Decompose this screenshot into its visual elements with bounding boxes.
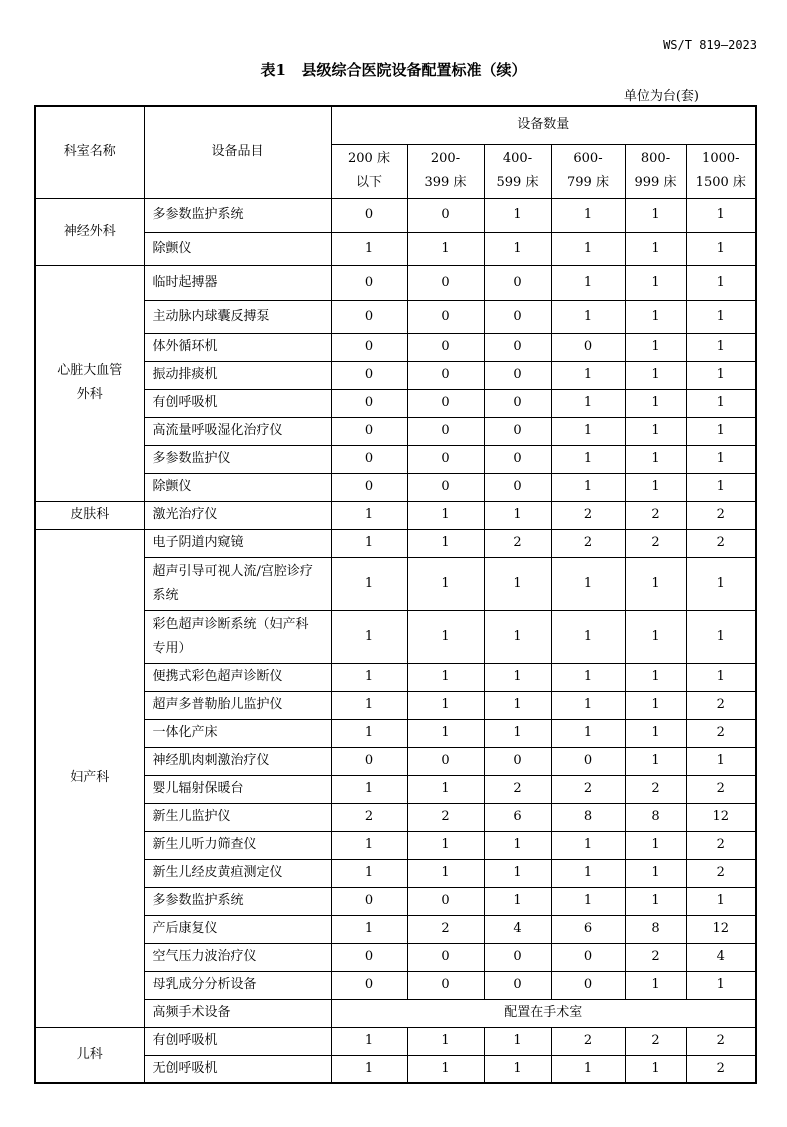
quantity-cell: 1 (331, 691, 407, 719)
quantity-cell: 1 (407, 232, 484, 265)
quantity-cell: 0 (484, 473, 551, 501)
header-dept: 科室名称 (35, 106, 144, 198)
quantity-cell: 1 (331, 831, 407, 859)
quantity-cell: 0 (331, 473, 407, 501)
quantity-cell: 1 (551, 389, 625, 417)
quantity-cell: 1 (551, 473, 625, 501)
equipment-item: 激光治疗仪 (144, 501, 331, 529)
quantity-cell: 1 (686, 610, 756, 663)
quantity-cell: 1 (625, 300, 686, 333)
table-row (35, 417, 756, 445)
bed-group-line2: 1500 床 (695, 175, 746, 190)
quantity-cell: 1 (625, 610, 686, 663)
quantity-cell: 0 (484, 943, 551, 971)
bed-group-line1: 200 床 (348, 151, 390, 166)
quantity-cell: 0 (331, 389, 407, 417)
bed-group-line1: 400- (502, 151, 533, 166)
quantity-cell: 1 (686, 747, 756, 775)
equipment-item: 振动排痰机 (144, 361, 331, 389)
quantity-cell: 2 (551, 775, 625, 803)
quantity-cell: 6 (551, 915, 625, 943)
equipment-item: 有创呼吸机 (144, 1027, 331, 1055)
table-row (35, 831, 756, 859)
equipment-item: 一体化产床 (144, 719, 331, 747)
quantity-cell: 1 (551, 198, 625, 232)
quantity-cell: 1 (407, 529, 484, 557)
quantity-cell: 0 (331, 971, 407, 999)
quantity-cell: 1 (551, 859, 625, 887)
quantity-cell: 0 (331, 943, 407, 971)
quantity-cell: 0 (331, 333, 407, 361)
equipment-item: 有创呼吸机 (144, 389, 331, 417)
quantity-cell: 1 (686, 361, 756, 389)
quantity-cell: 1 (625, 389, 686, 417)
quantity-cell: 0 (407, 417, 484, 445)
table-number: 表1 (260, 61, 286, 79)
table-row (35, 747, 756, 775)
table-title-text: 县级综合医院设备配置标准（续） (301, 61, 527, 79)
equipment-table (34, 105, 757, 1084)
quantity-cell: 1 (407, 501, 484, 529)
table-title (0, 59, 787, 80)
quantity-cell: 1 (551, 232, 625, 265)
quantity-cell: 2 (686, 501, 756, 529)
quantity-cell: 1 (484, 663, 551, 691)
quantity-cell: 1 (407, 1055, 484, 1083)
equipment-item: 高频手术设备 (144, 999, 331, 1027)
quantity-cell: 1 (625, 361, 686, 389)
quantity-cell: 1 (551, 610, 625, 663)
quantity-cell: 1 (484, 1055, 551, 1083)
quantity-cell: 1 (686, 971, 756, 999)
header-bed-group (551, 144, 625, 198)
quantity-cell: 0 (407, 887, 484, 915)
quantity-cell: 2 (625, 1027, 686, 1055)
quantity-cell: 1 (331, 232, 407, 265)
quantity-cell: 6 (484, 803, 551, 831)
quantity-cell: 1 (331, 557, 407, 610)
table-row (35, 445, 756, 473)
quantity-cell: 2 (625, 775, 686, 803)
quantity-cell: 1 (686, 389, 756, 417)
quantity-cell: 0 (551, 971, 625, 999)
quantity-cell: 0 (407, 971, 484, 999)
quantity-cell: 0 (484, 417, 551, 445)
quantity-cell: 0 (484, 361, 551, 389)
quantity-cell: 1 (407, 831, 484, 859)
quantity-cell: 1 (686, 232, 756, 265)
bed-group-line1: 600- (573, 151, 603, 166)
dept-name: 神经外科 (35, 198, 144, 265)
equipment-item: 体外循环机 (144, 333, 331, 361)
quantity-cell: 1 (407, 719, 484, 747)
quantity-cell: 1 (551, 831, 625, 859)
bed-group-line2: 599 床 (496, 175, 539, 190)
quantity-cell: 1 (484, 831, 551, 859)
quantity-cell: 1 (551, 417, 625, 445)
table-row (35, 501, 756, 529)
quantity-cell: 1 (551, 691, 625, 719)
quantity-cell: 1 (625, 971, 686, 999)
quantity-cell: 1 (484, 232, 551, 265)
quantity-cell: 1 (551, 719, 625, 747)
quantity-cell: 1 (484, 501, 551, 529)
quantity-cell: 1 (551, 361, 625, 389)
quantity-cell: 2 (686, 775, 756, 803)
quantity-cell: 0 (484, 300, 551, 333)
quantity-cell: 1 (625, 265, 686, 300)
dept-name: 儿科 (35, 1027, 144, 1083)
quantity-cell: 1 (484, 557, 551, 610)
bed-group-line1: 1000- (702, 151, 740, 166)
quantity-cell: 0 (407, 389, 484, 417)
equipment-item: 多参数监护系统 (144, 887, 331, 915)
quantity-cell: 0 (484, 445, 551, 473)
table-row (35, 265, 756, 300)
quantity-cell: 1 (686, 887, 756, 915)
quantity-cell: 1 (686, 198, 756, 232)
quantity-cell: 0 (407, 265, 484, 300)
quantity-cell: 1 (625, 198, 686, 232)
quantity-cell: 1 (686, 265, 756, 300)
quantity-cell: 1 (331, 501, 407, 529)
table-row (35, 529, 756, 557)
quantity-cell: 2 (686, 691, 756, 719)
equipment-item: 产后康复仪 (144, 915, 331, 943)
equipment-item: 新生儿监护仪 (144, 803, 331, 831)
quantity-cell: 1 (484, 1027, 551, 1055)
quantity-cell: 2 (625, 529, 686, 557)
bed-group-line1: 800- (640, 151, 671, 166)
equipment-item: 婴儿辐射保暖台 (144, 775, 331, 803)
quantity-cell: 2 (484, 775, 551, 803)
quantity-cell: 1 (686, 417, 756, 445)
header-bed-group (484, 144, 551, 198)
quantity-cell: 0 (484, 747, 551, 775)
quantity-cell: 1 (331, 775, 407, 803)
quantity-cell: 1 (625, 445, 686, 473)
quantity-cell: 0 (407, 333, 484, 361)
table-row (35, 232, 756, 265)
bed-group-line2: 799 床 (567, 175, 609, 190)
quantity-cell: 12 (686, 915, 756, 943)
quantity-cell: 8 (625, 915, 686, 943)
bed-group-line2: 399 床 (424, 175, 467, 190)
quantity-cell: 2 (331, 803, 407, 831)
quantity-cell: 1 (625, 691, 686, 719)
quantity-cell: 1 (331, 915, 407, 943)
quantity-cell: 2 (407, 915, 484, 943)
quantity-cell: 1 (484, 610, 551, 663)
quantity-cell: 0 (484, 265, 551, 300)
quantity-cell: 2 (686, 719, 756, 747)
quantity-cell: 1 (484, 887, 551, 915)
quantity-cell: 1 (686, 333, 756, 361)
quantity-cell: 1 (686, 473, 756, 501)
quantity-cell: 8 (625, 803, 686, 831)
quantity-cell: 1 (625, 831, 686, 859)
quantity-cell: 2 (686, 859, 756, 887)
quantity-cell: 1 (331, 859, 407, 887)
quantity-cell: 0 (331, 265, 407, 300)
quantity-cell: 1 (625, 887, 686, 915)
quantity-cell: 12 (686, 803, 756, 831)
equipment-item: 电子阴道内窥镜 (144, 529, 331, 557)
quantity-cell: 1 (331, 663, 407, 691)
quantity-cell: 1 (484, 719, 551, 747)
quantity-cell: 2 (551, 529, 625, 557)
header-bed-group (625, 144, 686, 198)
table-row (35, 361, 756, 389)
table-row (35, 198, 756, 232)
table-row (35, 943, 756, 971)
bed-group-line1: 200- (430, 151, 461, 166)
header-bed-group (331, 144, 407, 198)
table-row (35, 971, 756, 999)
quantity-cell: 1 (625, 417, 686, 445)
quantity-cell: 1 (686, 557, 756, 610)
table-row (35, 389, 756, 417)
quantity-cell: 0 (331, 445, 407, 473)
quantity-cell: 1 (331, 610, 407, 663)
quantity-cell: 1 (625, 859, 686, 887)
quantity-cell: 1 (625, 747, 686, 775)
quantity-cell: 0 (331, 417, 407, 445)
quantity-cell: 1 (407, 663, 484, 691)
config-note: 配置在手术室 (331, 999, 756, 1027)
quantity-cell: 1 (407, 557, 484, 610)
equipment-item: 彩色超声诊断系统（妇产科专用） (144, 610, 331, 663)
quantity-cell: 0 (484, 389, 551, 417)
equipment-item: 新生儿听力筛查仪 (144, 831, 331, 859)
quantity-cell: 1 (686, 445, 756, 473)
quantity-cell: 2 (407, 803, 484, 831)
header-bed-group (407, 144, 484, 198)
quantity-cell: 1 (551, 265, 625, 300)
equipment-item: 除颤仪 (144, 473, 331, 501)
dept-name: 妇产科 (35, 529, 144, 1027)
table-row (35, 610, 756, 663)
quantity-cell: 1 (484, 859, 551, 887)
quantity-cell: 1 (551, 1055, 625, 1083)
table-row (35, 473, 756, 501)
quantity-cell: 1 (407, 859, 484, 887)
quantity-cell: 1 (625, 473, 686, 501)
table-row (35, 333, 756, 361)
equipment-item: 高流量呼吸湿化治疗仪 (144, 417, 331, 445)
quantity-cell: 1 (484, 691, 551, 719)
quantity-cell: 0 (407, 473, 484, 501)
quantity-cell: 0 (484, 333, 551, 361)
equipment-item: 超声多普勒胎儿监护仪 (144, 691, 331, 719)
quantity-cell: 2 (686, 1027, 756, 1055)
quantity-cell: 0 (484, 971, 551, 999)
quantity-cell: 1 (625, 333, 686, 361)
table-row (35, 999, 756, 1027)
table-row (35, 803, 756, 831)
quantity-cell: 1 (407, 691, 484, 719)
header-bed-group (686, 144, 756, 198)
quantity-cell: 1 (331, 719, 407, 747)
quantity-cell: 1 (407, 1027, 484, 1055)
header-item: 设备品目 (144, 106, 331, 198)
quantity-cell: 0 (551, 333, 625, 361)
quantity-cell: 1 (551, 300, 625, 333)
unit-note: 单位为台(套) (623, 89, 699, 104)
quantity-cell: 4 (686, 943, 756, 971)
table-row (35, 887, 756, 915)
equipment-item: 多参数监护仪 (144, 445, 331, 473)
quantity-cell: 4 (484, 915, 551, 943)
quantity-cell: 0 (331, 300, 407, 333)
quantity-cell: 1 (331, 1055, 407, 1083)
dept-name: 心脏大血管外科 (35, 265, 144, 501)
quantity-cell: 1 (331, 529, 407, 557)
quantity-cell: 1 (484, 198, 551, 232)
quantity-cell: 1 (407, 610, 484, 663)
quantity-cell: 2 (686, 1055, 756, 1083)
bed-group-line2: 999 床 (634, 175, 677, 190)
equipment-item: 母乳成分分析设备 (144, 971, 331, 999)
quantity-cell: 1 (551, 445, 625, 473)
quantity-cell: 1 (686, 300, 756, 333)
table-row (35, 859, 756, 887)
quantity-cell: 0 (331, 198, 407, 232)
quantity-cell: 1 (625, 1055, 686, 1083)
quantity-cell: 0 (331, 747, 407, 775)
quantity-cell: 1 (551, 887, 625, 915)
quantity-cell: 0 (407, 445, 484, 473)
equipment-item: 超声引导可视人流/宫腔诊疗系统 (144, 557, 331, 610)
quantity-cell: 2 (625, 943, 686, 971)
bed-group-line2: 以下 (355, 175, 382, 190)
quantity-cell: 1 (331, 1027, 407, 1055)
table-row (35, 557, 756, 610)
quantity-cell: 0 (551, 943, 625, 971)
table-row (35, 775, 756, 803)
table-row (35, 915, 756, 943)
equipment-item: 多参数监护系统 (144, 198, 331, 232)
quantity-cell: 0 (407, 198, 484, 232)
quantity-cell: 0 (407, 747, 484, 775)
quantity-cell: 0 (407, 300, 484, 333)
equipment-item: 临时起搏器 (144, 265, 331, 300)
table-row (35, 663, 756, 691)
quantity-cell: 1 (551, 663, 625, 691)
quantity-cell: 0 (331, 887, 407, 915)
equipment-item: 新生儿经皮黄疸测定仪 (144, 859, 331, 887)
equipment-item: 便携式彩色超声诊断仪 (144, 663, 331, 691)
quantity-cell: 2 (551, 1027, 625, 1055)
dept-name: 皮肤科 (35, 501, 144, 529)
quantity-cell: 2 (686, 529, 756, 557)
quantity-cell: 8 (551, 803, 625, 831)
table-row (35, 719, 756, 747)
table-row (35, 1055, 756, 1083)
quantity-cell: 0 (407, 361, 484, 389)
quantity-cell: 1 (625, 557, 686, 610)
equipment-item: 主动脉内球囊反搏泵 (144, 300, 331, 333)
quantity-cell: 1 (686, 663, 756, 691)
quantity-cell: 2 (625, 501, 686, 529)
quantity-cell: 2 (686, 831, 756, 859)
header-quantity: 设备数量 (331, 106, 756, 144)
quantity-cell: 0 (331, 361, 407, 389)
quantity-cell: 1 (551, 557, 625, 610)
equipment-item: 神经肌肉刺激治疗仪 (144, 747, 331, 775)
table-row (35, 1027, 756, 1055)
equipment-item: 空气压力波治疗仪 (144, 943, 331, 971)
quantity-cell: 0 (407, 943, 484, 971)
equipment-item: 无创呼吸机 (144, 1055, 331, 1083)
equipment-item: 除颤仪 (144, 232, 331, 265)
quantity-cell: 2 (551, 501, 625, 529)
standard-code: WS/T 819—2023 (663, 38, 757, 52)
quantity-cell: 1 (625, 719, 686, 747)
table-row (35, 300, 756, 333)
quantity-cell: 0 (551, 747, 625, 775)
quantity-cell: 2 (484, 529, 551, 557)
quantity-cell: 1 (625, 232, 686, 265)
table-row (35, 691, 756, 719)
quantity-cell: 1 (625, 663, 686, 691)
quantity-cell: 1 (407, 775, 484, 803)
